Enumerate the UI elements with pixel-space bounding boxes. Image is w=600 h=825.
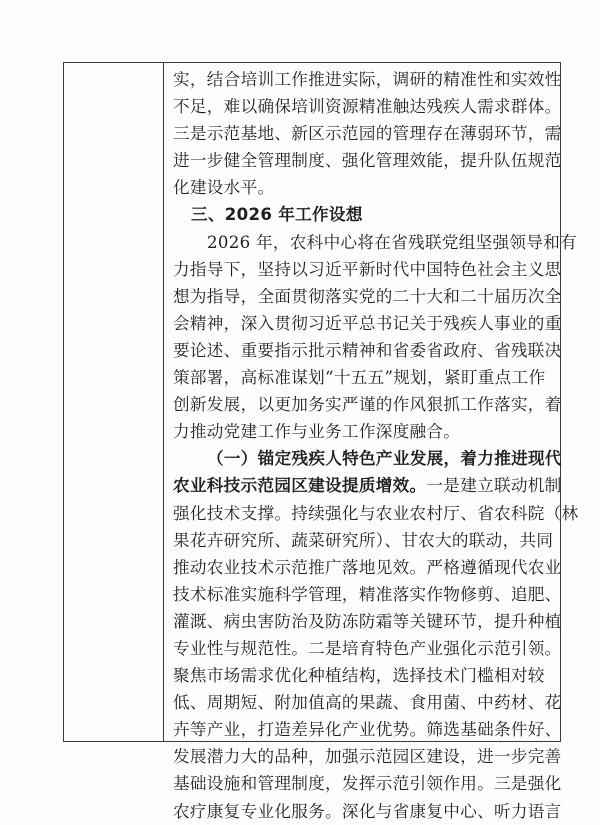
text-line	[173, 743, 562, 770]
line-text: 实，结合培训工作推进实际，调研的精准性和实效性	[173, 70, 562, 89]
text-line	[173, 608, 562, 635]
column-divider	[163, 62, 164, 742]
line-text: 会精神，深入贯彻习近平总书记关于残疾人事业的重	[173, 313, 562, 333]
text-line	[173, 283, 562, 310]
text-line	[173, 716, 562, 743]
heading-text: 三、2026 年工作设想	[191, 205, 363, 225]
text-line	[173, 689, 562, 716]
text-line	[173, 472, 562, 499]
text-line	[173, 554, 562, 581]
line-text: 不足，难以确保培训资源精准触达残疾人需求群体。	[173, 97, 562, 117]
line-text: 创新发展，以更加务实严谨的作风狠抓工作落实，着	[173, 395, 562, 415]
line-text: 农疗康复专业化服务。深化与省康复中心、听力语言	[173, 801, 562, 821]
text-line	[173, 147, 562, 174]
line-text: 想为指导，全面贯彻落实党的二十大和二十届历次全	[173, 286, 562, 306]
text-line	[173, 229, 577, 256]
text-line	[173, 256, 562, 283]
text-line	[173, 337, 562, 364]
text-line	[173, 662, 553, 689]
text-line	[173, 798, 562, 825]
text-line	[173, 120, 562, 147]
line-text: 三是示范基地、新区示范园的管理存在薄弱环节，需	[173, 124, 562, 144]
line-text: 灌溉、病虫害防治及防冻防霜等关键环节，提升种植	[173, 611, 562, 631]
text-line	[173, 364, 553, 391]
line-text: 进一步健全管理制度、强化管理效能，提升队伍规范	[173, 151, 562, 171]
line-text: 发展潜力大的品种，加强示范园区建设，进一步完善	[173, 747, 562, 767]
line-text: 卉等产业，打造差异化产业优势。筛选基础条件好、	[173, 720, 562, 740]
text-line	[173, 391, 562, 418]
line-text: 2026 年，农科中心将在省残联党组坚强领导和有	[207, 232, 577, 252]
text-line	[173, 93, 562, 120]
line-text: 化建设水平。	[173, 178, 275, 198]
text-line	[173, 445, 562, 472]
line-text: 基础设施和管理制度，发挥示范引领作用。三是强化	[173, 774, 562, 794]
line-text: 强化技术支撑。持续强化与农业农村厅、省农科院（林	[173, 503, 579, 523]
line-text: 推动农业技术示范推广落地见效。严格遵循现代农业	[173, 557, 562, 577]
text-line	[173, 174, 553, 201]
text-line	[173, 581, 562, 608]
line-text: 力推动党建工作与业务工作深度融合。	[173, 422, 461, 442]
text-line	[173, 418, 553, 445]
line-text: 技术标准实施科学管理，精准落实作物修剪、追肥、	[173, 584, 562, 604]
text-line	[173, 66, 562, 93]
line-text: 力指导下，坚持以习近平新时代中国特色社会主义思	[173, 259, 562, 279]
line-text: 专业性与规范性。二是培育特色产业强化示范引领。	[173, 638, 562, 658]
text-line	[173, 770, 562, 797]
line-text: 聚焦市场需求优化种植结构，选择技术门槛相对较	[173, 666, 545, 686]
line-text: 低、周期短、附加值高的果蔬、食用菌、中药材、花	[173, 693, 562, 713]
line-text: 一是建立联动机制	[426, 476, 562, 496]
bold-text: （一）锚定残疾人特色产业发展，着力推进现代	[207, 448, 562, 469]
section-heading	[173, 201, 553, 228]
text-line	[173, 310, 562, 337]
line-text: 策部署，高标准谋划“十五五”规划，紧盯重点工作	[173, 368, 546, 388]
text-line	[173, 635, 562, 662]
text-line	[173, 500, 579, 527]
bold-text: 农业科技示范园区建设提质增效。	[173, 475, 427, 496]
text-line	[173, 527, 553, 554]
document-body	[173, 66, 579, 825]
line-text: 要论述、重要指示批示精神和省委省政府、省残联决	[173, 340, 562, 360]
line-text: 果花卉研究所、蔬菜研究所）、甘农大的联动，共同	[173, 530, 554, 550]
